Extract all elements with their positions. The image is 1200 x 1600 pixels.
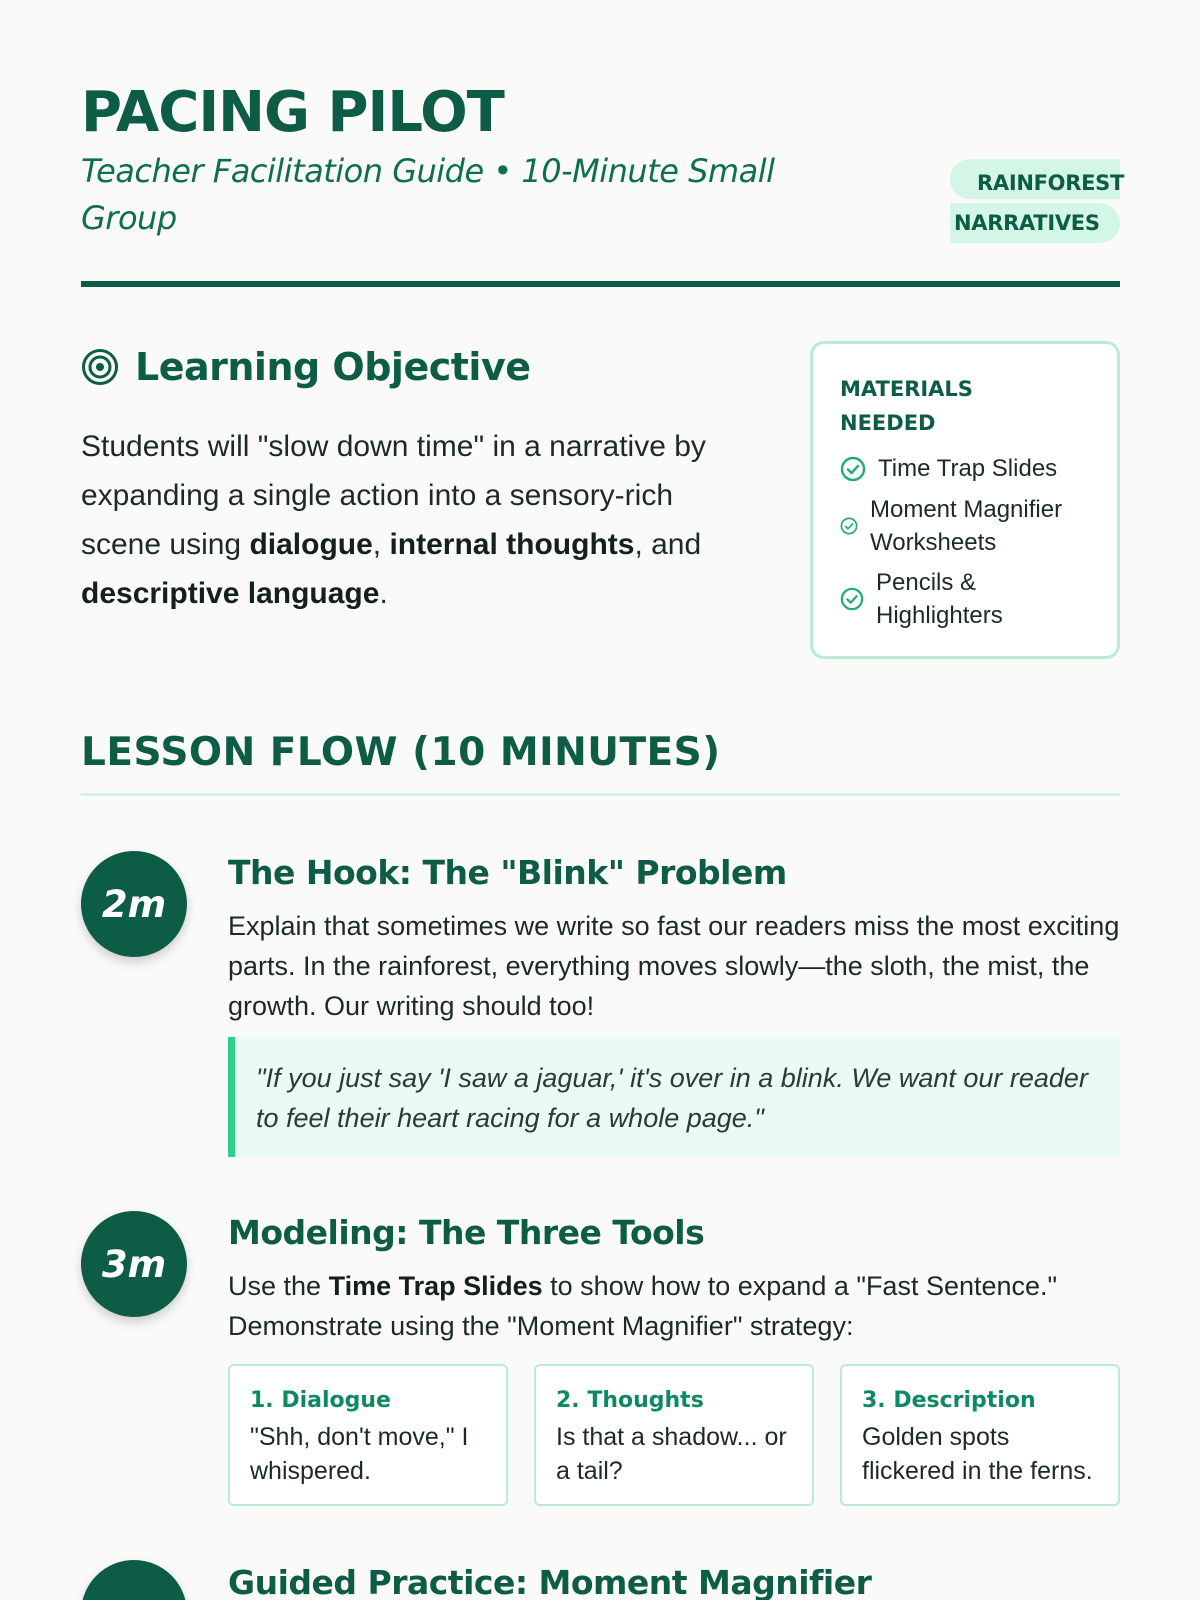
objective-keyword: internal thoughts bbox=[389, 528, 635, 561]
tool-card-title: 3. Description bbox=[862, 1388, 1036, 1413]
step-time-badge bbox=[81, 1560, 187, 1600]
tool-card-text: Golden spots flickered in the ferns. bbox=[862, 1423, 1093, 1485]
objective-title: Learning Objective bbox=[135, 345, 531, 389]
tool-card bbox=[534, 1364, 814, 1506]
unit-tag bbox=[950, 159, 1124, 245]
unit-tag-line2: NARRATIVES bbox=[954, 211, 1100, 235]
objective-text-part: Students will "slow down time" in a narrative by expanding a single action into a sensory-rich scene using bbox=[81, 430, 706, 561]
lesson-flow-heading: LESSON FLOW (10 MINUTES) bbox=[81, 730, 721, 775]
step-title: The Hook: The "Blink" Problem bbox=[228, 853, 787, 892]
objective-text-part: , and bbox=[634, 528, 702, 561]
lesson-flow-divider bbox=[81, 793, 1120, 796]
step-description bbox=[228, 1266, 1120, 1346]
quote-text: "If you just say 'I saw a jaguar,' it's over in a blink. We want our reader to feel their heart racing for a whole page." bbox=[256, 1063, 1088, 1133]
objective-text-part: , bbox=[372, 528, 390, 561]
step-description-part: to show how to expand a "Fast Sentence." Demonstrate using the "Moment Magnifier" strategy: bbox=[228, 1271, 1058, 1341]
material-item-label: Moment Magnifier Worksheets bbox=[870, 496, 1063, 556]
tool-card-title: 1. Dialogue bbox=[250, 1388, 391, 1413]
step-title: Modeling: The Three Tools bbox=[228, 1213, 705, 1252]
teacher-script-quote bbox=[228, 1037, 1120, 1157]
step-time-badge: 2m bbox=[81, 851, 187, 957]
tool-card-text: Is that a shadow... or a tail? bbox=[556, 1423, 787, 1485]
material-item-label: Pencils & Highlighters bbox=[876, 569, 1003, 629]
check-circle-icon bbox=[840, 587, 864, 611]
materials-card bbox=[810, 341, 1120, 659]
objective-text-part: . bbox=[379, 577, 388, 610]
tool-card-text: "Shh, don't move," I whispered. bbox=[250, 1423, 469, 1485]
material-item-label: Time Trap Slides bbox=[878, 455, 1058, 482]
page-subtitle: Teacher Facilitation Guide • 10-Minute Small Group bbox=[81, 152, 775, 237]
tool-card-title: 2. Thoughts bbox=[556, 1388, 704, 1413]
unit-tag-label bbox=[954, 163, 1124, 243]
step-title: Guided Practice: Moment Magnifier bbox=[228, 1563, 872, 1600]
tool-card bbox=[228, 1364, 508, 1506]
step-description-part: Use the bbox=[228, 1271, 329, 1301]
target-icon bbox=[81, 348, 119, 386]
objective-text bbox=[81, 422, 761, 618]
page-title: PACING PILOT bbox=[81, 80, 504, 145]
unit-tag-line1: RAINFOREST bbox=[977, 171, 1124, 195]
objective-heading bbox=[81, 342, 531, 392]
material-item bbox=[840, 493, 1080, 559]
objective-keyword: dialogue bbox=[249, 528, 373, 561]
step-description-keyword: Time Trap Slides bbox=[328, 1271, 543, 1301]
check-circle-icon bbox=[840, 456, 866, 482]
tool-card bbox=[840, 1364, 1120, 1506]
material-item bbox=[840, 452, 1057, 485]
material-item bbox=[840, 566, 1040, 632]
check-circle-icon bbox=[840, 517, 858, 535]
objective-keyword: descriptive language bbox=[81, 577, 380, 610]
step-time-badge: 3m bbox=[81, 1211, 187, 1317]
header-divider bbox=[81, 281, 1120, 287]
materials-heading: MATERIALS NEEDED bbox=[840, 377, 973, 435]
step-description: Explain that sometimes we write so fast our readers miss the most exciting parts. In the rainforest, everything moves slowly—the sloth, the mist, the growth. Our writing should too! bbox=[228, 911, 1120, 1021]
